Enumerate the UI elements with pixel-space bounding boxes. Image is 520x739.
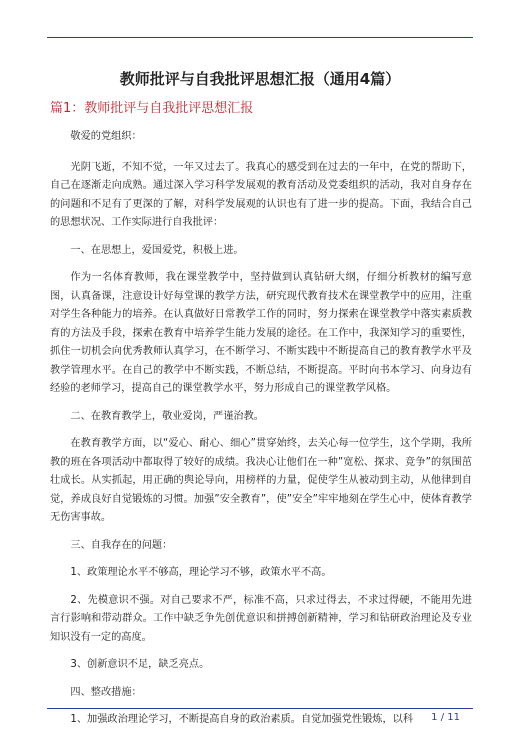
paragraph-heading-2: 二、在教育教学上，敬业爱岗，严谨治教。 [70, 410, 264, 422]
paragraph-item-1: 1、政策理论水平不够高，理论学习不够，政策水平不高。 [70, 567, 332, 578]
paragraph-intro: 光阴飞逝，不知不觉，一年又过去了。我真心的感受到在过去的一年中，在党的帮助下，自己在逐渐走向成熟。通过深入学习科学发展观的教育活动及党委组织的活动，我对自身存在的问题和不足有了更深的了解，对科学发展观的认识也有了进一步的提高。下面，我结合自己的思想状况、工作实际进行自我批评： [50, 161, 472, 228]
paragraph-item-2: 2、先模意识不强。对自己要求不严，标准不高，只求过得去，不求过得硬，不能用先进言行影响和带动群众。工作中缺乏争先创优意识和拼搏创新精神，学习和钻研政治理论及专业知识没有一定的高度。 [50, 594, 472, 643]
paragraph-heading-1: 一、在思想上，爱国爱党，积极上进。 [70, 244, 244, 256]
section-heading: 篇1：教师批评与自我批评思想汇报 [50, 101, 254, 116]
paragraph-measure-1: 1、加强政治理论学习，不断提高自身的政治素质。自觉加强党性锻炼，以科 [70, 714, 414, 725]
footer-rule [47, 708, 473, 709]
document-title: 教师批评与自我批评思想汇报（通用4篇） [119, 70, 401, 88]
page-number: 1 / 11 [431, 712, 460, 723]
header-rule [47, 37, 473, 38]
paragraph-heading-4: 四、整改措施： [70, 686, 142, 698]
paragraph-body-2: 在教育教学方面，以“爱心、耐心、细心”贯穿始终，去关心每一位学生，这个学期，我所教的班在各项活动中都取得了较好的成绩。我决心让他们在一种”宽松、探求、竞争”的氛围茁壮成长。从实抓起，用正确的舆论导向，用榜样的力量，促使学生从被动到主动，从他律到自觉，养成良好自觉锻炼的习惯。加强”安全教育”，使”安全”牢牢地刻在学生心中，使体育教学无伤害事故。 [50, 438, 472, 523]
paragraph-body-1: 作为一名体育教师，我在课堂教学中，坚持做到认真钻研大纲，仔细分析教材的编写意图，认真备课，注意设计好每堂课的教学方法，研究现代教育技术在课堂教学中的应用，注重对学生各种能力的培养。在认真做好日常教学工作的同时，努力探索在课堂教学中落实素质教育的方法及手段，探索在教育中培养学生能力发展的途径。在工作中，我深知学习的重要性，抓住一切机会向优秀教师认真学习，在不断学习、不断实践中不断提高自己的教育教学水平及教学管理水平。在自己的教学中不断实践，不断总结，不断提高。平时向书本学习、向身边有经验的老师学习，提高自己的课堂教学水平，努力形成自己的课堂教学风格。 [50, 272, 472, 394]
document-body [50, 122, 472, 739]
paragraph-item-3: 3、创新意识不足，缺乏亮点。 [70, 659, 210, 670]
paragraph-heading-3: 三、自我存在的问题： [70, 539, 173, 551]
paragraph-salutation: 敬爱的党组织： [70, 131, 142, 142]
